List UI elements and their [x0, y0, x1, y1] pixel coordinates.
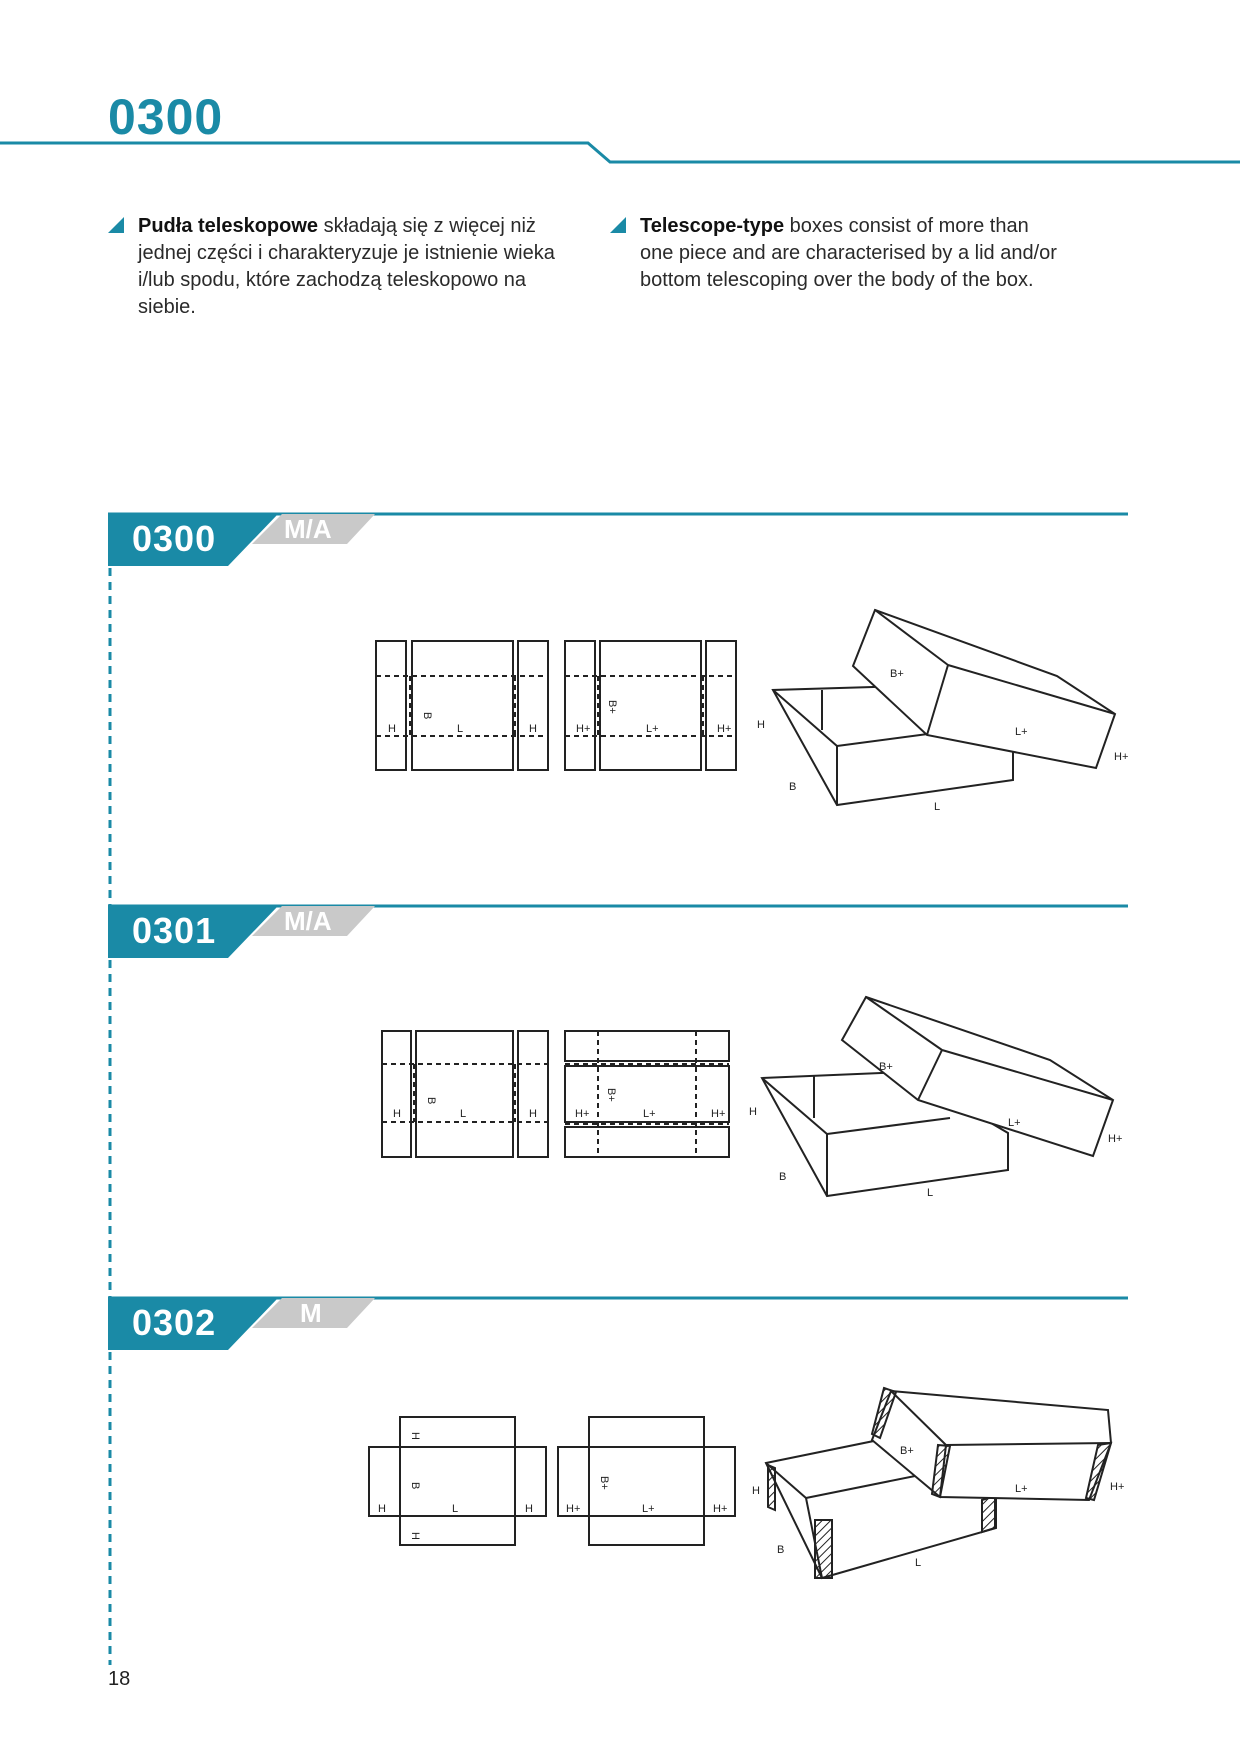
svg-text:H+: H+ — [566, 1503, 581, 1515]
intro-polish: Pudła teleskopowe składają się z więcej niż jednej części i charakteryzuje je istnienie wieka i/lub spodu, które zachodzą teleskopowo na siebie. — [138, 213, 618, 321]
section-code-0301: 0301 — [132, 910, 217, 951]
svg-text:L+: L+ — [643, 1108, 656, 1120]
svg-text:H+: H+ — [1110, 1481, 1125, 1493]
intro-polish-bold: Pudła teleskopowe — [138, 215, 319, 237]
svg-text:L+: L+ — [1015, 726, 1028, 738]
svg-text:L+: L+ — [646, 723, 659, 735]
svg-text:B+: B+ — [890, 668, 904, 680]
svg-text:H: H — [529, 723, 537, 735]
svg-text:B+: B+ — [605, 1088, 617, 1102]
svg-text:L: L — [457, 723, 464, 735]
svg-text:H: H — [393, 1108, 401, 1120]
svg-text:H+: H+ — [576, 723, 591, 735]
svg-text:H: H — [749, 1106, 757, 1118]
svg-text:L: L — [915, 1557, 922, 1569]
svg-text:B+: B+ — [598, 1476, 610, 1490]
svg-text:H+: H+ — [711, 1108, 726, 1120]
section-code-0300: 0300 — [132, 518, 217, 559]
svg-text:L: L — [927, 1187, 934, 1199]
intro-english: Telescope-type boxes consist of more than one piece and are characterised by a lid and/or bottom telescoping over the body of the box. — [640, 213, 1120, 294]
svg-text:H: H — [529, 1108, 537, 1120]
svg-text:B+: B+ — [606, 700, 618, 714]
svg-text:H: H — [388, 723, 396, 735]
svg-text:H: H — [757, 719, 765, 731]
svg-text:B: B — [777, 1544, 785, 1556]
svg-text:H+: H+ — [1108, 1133, 1123, 1145]
svg-text:B: B — [779, 1171, 787, 1183]
svg-text:L+: L+ — [642, 1503, 655, 1515]
svg-text:L: L — [460, 1108, 467, 1120]
svg-text:H: H — [409, 1432, 421, 1440]
svg-text:L: L — [934, 801, 941, 813]
svg-text:B: B — [789, 781, 797, 793]
section-badge-0301: M/A — [284, 906, 332, 936]
svg-text:H: H — [752, 1485, 760, 1497]
svg-text:B: B — [409, 1482, 421, 1490]
svg-text:H: H — [409, 1532, 421, 1540]
svg-text:L: L — [452, 1503, 459, 1515]
svg-text:B+: B+ — [879, 1061, 893, 1073]
svg-text:H+: H+ — [717, 723, 732, 735]
svg-text:H+: H+ — [1114, 751, 1129, 763]
section-badge-0302: M — [300, 1298, 322, 1328]
page-number: 18 — [108, 1668, 131, 1690]
svg-text:L+: L+ — [1008, 1117, 1021, 1129]
svg-text:H: H — [525, 1503, 533, 1515]
svg-text:B: B — [421, 712, 433, 720]
svg-text:B: B — [425, 1097, 437, 1105]
page-title: 0300 — [108, 89, 224, 145]
section-code-0302: 0302 — [132, 1302, 217, 1343]
section-badge-0300: M/A — [284, 514, 332, 544]
intro-english-bold: Telescope-type — [640, 215, 785, 237]
svg-text:B+: B+ — [900, 1445, 914, 1457]
svg-text:H+: H+ — [575, 1108, 590, 1120]
svg-text:H+: H+ — [713, 1503, 728, 1515]
svg-text:H: H — [378, 1503, 386, 1515]
svg-text:L+: L+ — [1015, 1483, 1028, 1495]
